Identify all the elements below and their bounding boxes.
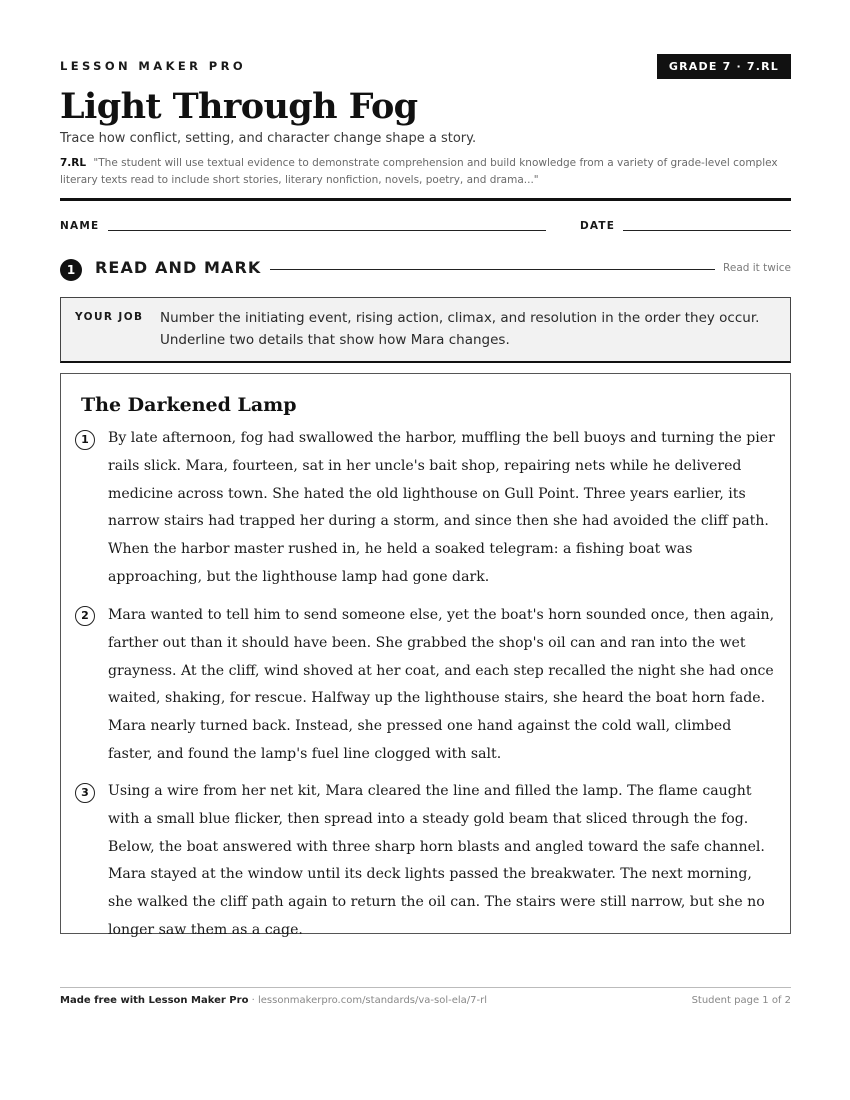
passage-paragraph: Mara wanted to tell him to send someone else, yet the boat's horn sounded once, then again, farther out than it should have been. She grabbed the shop's oil can and ran into the wet grayness. At the cliff, wind shoved at her coat, and each step recalled the night she had once waited, shaking, for rescue. Halfway up the lighthouse stairs, she heard the boat horn fade. Mara nearly turned back. Instead, she pressed one hand against the cold wall, climbed faster, and found the lamp's fuel line clogged with salt. [108,607,775,762]
paragraph-number: 1 [75,430,95,450]
standard-code: 7.RL [60,157,87,169]
footer-credit [60,995,487,1006]
passage-paragraph: Using a wire from her net kit, Mara cleared the line and filled the lamp. The flame caught with a small blue flicker, then spread into a steady gold beam that sliced through the fog. Below, the boat answered with three sharp horn blasts and angled toward the safe channel. Mara stayed at the window until its deck lights passed the breakwater. The next morning, she walked the cliff path again to return the oil can. The stairs were still narrow, but she no longer saw them as a cage. [108,783,765,938]
section-rule [270,269,715,270]
passage-paragraph: By late afternoon, fog had swallowed the harbor, muffling the bell buoys and turning the pier rails slick. Mara, fourteen, sat in her uncle's bait shop, repairing nets while he delivered medicine across town. She hated the old lighthouse on Gull Point. Three years earlier, its narrow stairs had trapped her during a storm, and since then she had avoided the cliff path. When the harbor master rushed in, he held a soaked telegram: a fishing boat was approaching, but the lighthouse lamp had gone dark. [108,430,775,585]
page-subtitle: Trace how conflict, setting, and character change shape a story. [60,131,477,146]
header-divider [60,198,791,201]
standard-description [60,155,791,189]
name-field[interactable] [108,230,546,231]
section-title: READ AND MARK [95,258,262,277]
task-instructions: Number the initiating event, rising action, climax, and resolution in the order they occur. Underline two details that show how Mara changes. [160,310,760,348]
page-indicator: Student page 1 of 2 [691,995,791,1006]
worksheet-page [60,0,791,1100]
standard-text: "The student will use textual evidence to demonstrate comprehension and build knowledge from a variety of grade-level complex literary texts read to include short stories, literary nonfiction, novels, poetry, and drama..." [60,157,778,186]
section-number: 1 [60,259,82,281]
footer-divider [60,987,791,988]
paragraph-number: 2 [75,606,95,626]
date-field[interactable] [623,230,791,231]
section-note: Read it twice [723,262,791,274]
footer-url: · lessonmakerpro.com/standards/va-sol-ela/7-rl [248,995,488,1006]
date-label: DATE [580,220,616,232]
grade-badge: GRADE 7 · 7.RL [657,54,791,79]
task-label: YOUR JOB [75,311,144,323]
name-label: NAME [60,220,100,232]
brand-name: LESSON MAKER PRO [60,59,247,73]
footer-made-with: Made free with Lesson Maker Pro [60,995,249,1006]
reading-passage [60,373,791,938]
paragraph-number: 3 [75,783,95,803]
page-title: Light Through Fog [60,86,418,127]
task-box [60,297,791,363]
passage-title: The Darkened Lamp [81,394,297,416]
